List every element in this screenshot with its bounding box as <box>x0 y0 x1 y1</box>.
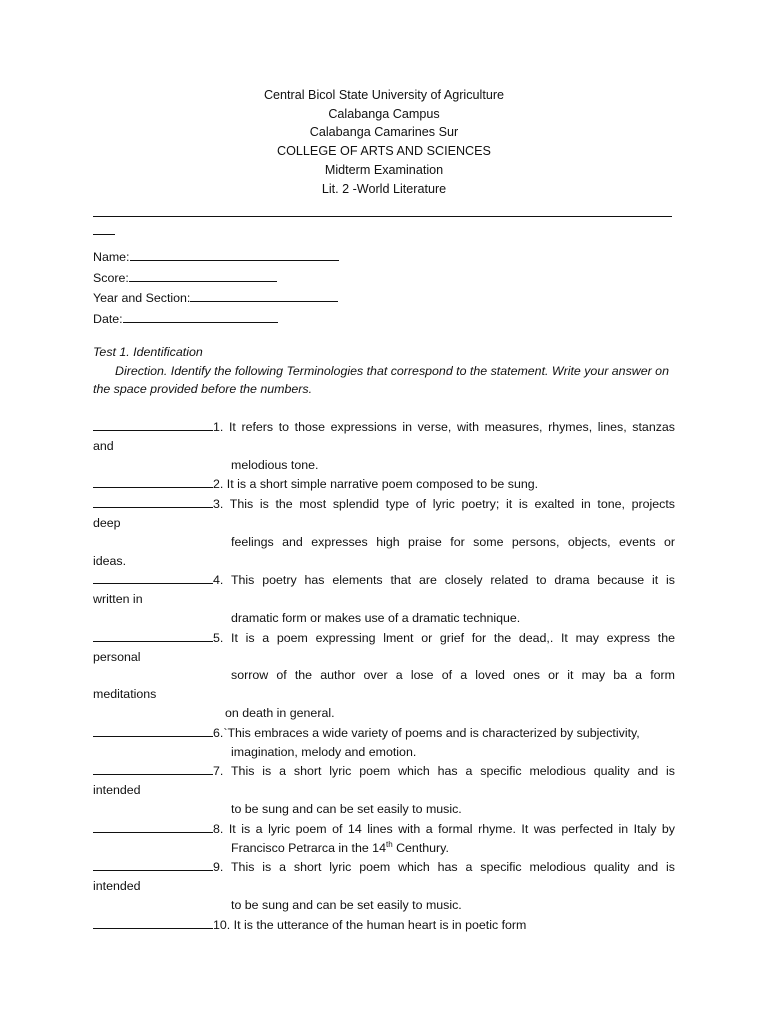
answer-blank[interactable] <box>93 857 213 871</box>
name-blank[interactable] <box>130 247 339 261</box>
answer-blank[interactable] <box>93 494 213 508</box>
answer-blank[interactable] <box>93 570 213 584</box>
question-item: 7. This is a short lyric poem which has a specific melodious quality and is intended to be sung and can be set easily to music. <box>93 761 675 818</box>
year-section-field[interactable]: Year and Section: <box>93 288 339 309</box>
test-title: Test 1. Identification <box>93 345 203 359</box>
question-item: 8. It is a lyric poem of 14 lines with a formal rhyme. It was perfected in Italy by Francisco Petrarca in the 14th Centhury. <box>93 819 675 858</box>
answer-blank[interactable] <box>93 474 213 488</box>
header-divider <box>93 216 672 217</box>
score-blank[interactable] <box>129 268 277 282</box>
question-item: 4. This poetry has elements that are closely related to drama because it is written in dramatic form or makes use of a dramatic technique. <box>93 570 675 627</box>
question-item: 3. This is the most splendid type of lyric poetry; it is exalted in tone, projects deep feelings and expresses high praise for some persons, objects, events or ideas. <box>93 494 675 570</box>
course-title: Lit. 2 -World Literature <box>321 181 447 196</box>
answer-blank[interactable] <box>93 628 213 642</box>
exam-header <box>93 86 675 198</box>
answer-blank[interactable] <box>93 417 213 431</box>
date-field[interactable]: Date: <box>93 309 339 330</box>
score-field[interactable]: Score: <box>93 268 339 289</box>
year-section-blank[interactable] <box>190 288 338 302</box>
answer-blank[interactable] <box>93 723 213 737</box>
answer-blank[interactable] <box>93 819 213 833</box>
question-item: 9. This is a short lyric poem which has a specific melodious quality and is intended to be sung and can be set easily to music. <box>93 857 675 914</box>
question-item: 2. It is a short simple narrative poem composed to be sung. <box>93 474 675 494</box>
date-blank[interactable] <box>123 309 278 323</box>
question-item: 6.`This embraces a wide variety of poems and is characterized by subjectivity, imagination, melody and emotion. <box>93 723 675 762</box>
test-direction: Direction. Identify the following Terminologies that correspond to the statement. Write your answer on the space provided before the numbers. <box>93 363 669 397</box>
question-item: 10. It is the utterance of the human heart is in poetic form <box>93 915 675 935</box>
college-name: COLLEGE OF ARTS AND SCIENCES <box>277 144 491 159</box>
campus-name: Calabanga Campus <box>328 106 440 121</box>
exam-type: Midterm Examination <box>324 162 444 177</box>
university-name: Central Bicol State University of Agriculture <box>263 88 505 102</box>
name-field[interactable]: Name: <box>93 247 339 268</box>
question-item: 5. It is a poem expressing lment or grief for the dead,. It may express the personal sorrow of the author over a lose of a loved ones or it may ba a form meditations on death in general. <box>93 628 675 723</box>
header-divider-tail <box>93 234 115 235</box>
question-item: 1. It refers to those expressions in verse, with measures, rhymes, lines, stanzas and melodious tone. <box>93 417 675 474</box>
student-info <box>93 247 339 329</box>
campus-location: Calabanga Camarines Sur <box>309 125 459 140</box>
question-list <box>93 417 675 935</box>
answer-blank[interactable] <box>93 761 213 775</box>
test-1-section <box>93 343 675 399</box>
answer-blank[interactable] <box>93 915 213 929</box>
